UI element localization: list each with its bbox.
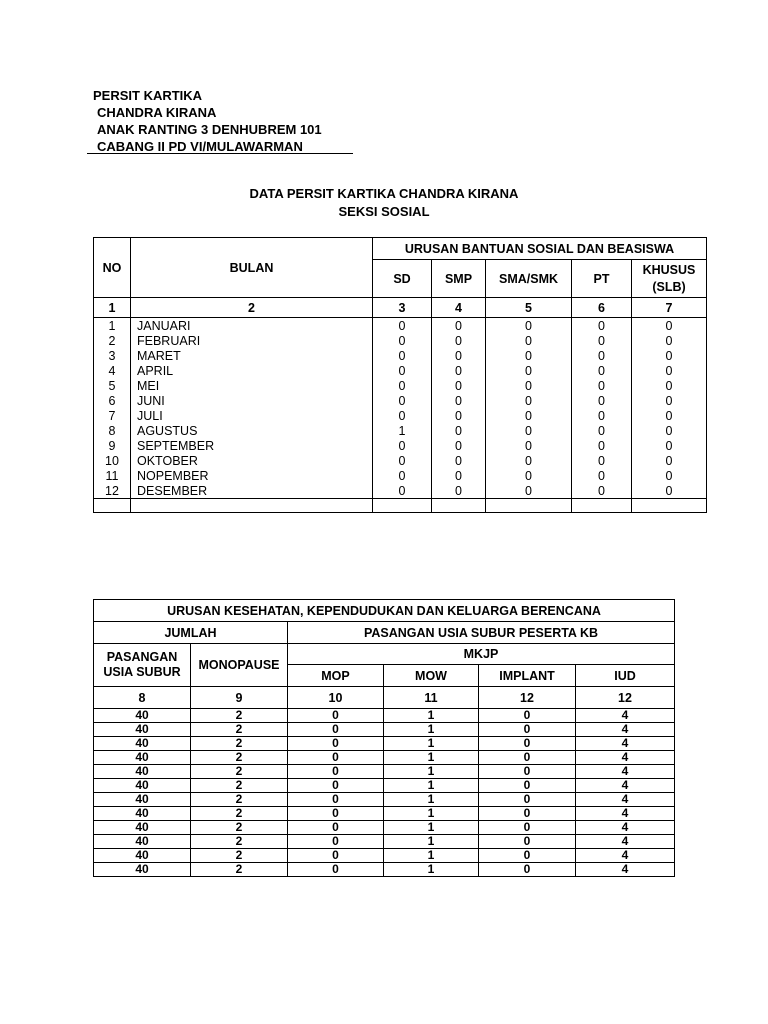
social-aid-table — [93, 237, 707, 513]
cell-smp: 0 — [432, 393, 486, 408]
cell-monopause: 2 — [191, 765, 288, 779]
index-cell: 10 — [288, 687, 384, 709]
cell-sma: 0 — [486, 363, 572, 378]
col-sd-header: SD — [373, 260, 432, 298]
cell-slb: 0 — [632, 393, 707, 408]
cell-pt: 0 — [572, 483, 632, 499]
cell-pus: 40 — [94, 849, 191, 863]
table-row — [94, 408, 707, 423]
table-row — [94, 807, 675, 821]
cell-iud: 4 — [576, 807, 675, 821]
cell-bulan: APRIL — [131, 363, 373, 378]
cell-pt: 0 — [572, 348, 632, 363]
cell-bulan: JANUARI — [131, 318, 373, 334]
cell-pt: 0 — [572, 333, 632, 348]
cell-iud: 4 — [576, 793, 675, 807]
cell-smp: 0 — [432, 363, 486, 378]
cell-implant: 0 — [479, 849, 576, 863]
table-row — [94, 483, 707, 499]
cell-no: 12 — [94, 483, 131, 499]
cell-implant: 0 — [479, 821, 576, 835]
cell-mop: 0 — [288, 807, 384, 821]
cell-sd: 0 — [373, 393, 432, 408]
cell-implant: 0 — [479, 779, 576, 793]
jumlah-header: JUMLAH — [94, 622, 288, 644]
cell-smp: 0 — [432, 468, 486, 483]
cell-sd: 0 — [373, 483, 432, 499]
cell-bulan: JULI — [131, 408, 373, 423]
cell-monopause: 2 — [191, 737, 288, 751]
blank-row — [94, 499, 707, 513]
col-sma-header: SMA/SMK — [486, 260, 572, 298]
table-row — [94, 849, 675, 863]
cell-slb: 0 — [632, 453, 707, 468]
cell-sma: 0 — [486, 423, 572, 438]
cell-monopause: 2 — [191, 835, 288, 849]
col-khusus-line2: (SLB) — [652, 279, 686, 294]
index-cell: 11 — [384, 687, 479, 709]
cell-iud: 4 — [576, 751, 675, 765]
index-cell: 12 — [576, 687, 675, 709]
cell-mop: 0 — [288, 737, 384, 751]
cell-smp: 0 — [432, 378, 486, 393]
cell-bulan: DESEMBER — [131, 483, 373, 499]
cell-pus: 40 — [94, 723, 191, 737]
table-row — [94, 453, 707, 468]
cell-smp: 0 — [432, 438, 486, 453]
table-row — [94, 821, 675, 835]
cell-iud: 4 — [576, 737, 675, 751]
cell-sd: 0 — [373, 363, 432, 378]
table-row — [94, 751, 675, 765]
cell-bulan: AGUSTUS — [131, 423, 373, 438]
cell-mow: 1 — [384, 807, 479, 821]
cell-mop: 0 — [288, 849, 384, 863]
index-cell: 5 — [486, 298, 572, 318]
index-cell: 12 — [479, 687, 576, 709]
cell-mop: 0 — [288, 723, 384, 737]
col-khusus-line1: KHUSUS — [642, 262, 696, 277]
cell-iud: 4 — [576, 863, 675, 877]
cell-monopause: 2 — [191, 793, 288, 807]
cell-pt: 0 — [572, 363, 632, 378]
doc-title: DATA PERSIT KARTIKA CHANDRA KIRANA — [249, 186, 519, 201]
cell-smp: 0 — [432, 453, 486, 468]
cell-sd: 0 — [373, 468, 432, 483]
org-line-2: CHANDRA KIRANA — [97, 105, 217, 120]
cell-smp: 0 — [432, 483, 486, 499]
cell-no: 11 — [94, 468, 131, 483]
cell-pus: 40 — [94, 863, 191, 877]
table-row — [94, 709, 675, 723]
cell-monopause: 2 — [191, 723, 288, 737]
cell-pus: 40 — [94, 835, 191, 849]
cell-pus: 40 — [94, 737, 191, 751]
cell-mop: 0 — [288, 779, 384, 793]
cell-bulan: OKTOBER — [131, 453, 373, 468]
cell-iud: 4 — [576, 849, 675, 863]
cell-pus: 40 — [94, 807, 191, 821]
cell-no: 5 — [94, 378, 131, 393]
cell-sma: 0 — [486, 378, 572, 393]
cell-slb: 0 — [632, 348, 707, 363]
cell-implant: 0 — [479, 863, 576, 877]
table-row — [94, 779, 675, 793]
cell-smp: 0 — [432, 423, 486, 438]
cell-pus: 40 — [94, 709, 191, 723]
index-cell: 6 — [572, 298, 632, 318]
index-cell: 7 — [632, 298, 707, 318]
cell-sd: 0 — [373, 318, 432, 334]
cell-mop: 0 — [288, 863, 384, 877]
cell-pt: 0 — [572, 423, 632, 438]
cell-mow: 1 — [384, 709, 479, 723]
col-pt-header: PT — [572, 260, 632, 298]
cell-pt: 0 — [572, 438, 632, 453]
cell-pus: 40 — [94, 779, 191, 793]
cell-sd: 0 — [373, 333, 432, 348]
cell-iud: 4 — [576, 821, 675, 835]
cell-monopause: 2 — [191, 709, 288, 723]
cell-smp: 0 — [432, 333, 486, 348]
org-line-4: CABANG II PD VI/MULAWARMAN — [97, 139, 303, 154]
cell-pus: 40 — [94, 751, 191, 765]
cell-bulan: FEBRUARI — [131, 333, 373, 348]
cell-mow: 1 — [384, 863, 479, 877]
header-underline — [87, 153, 353, 154]
cell-smp: 0 — [432, 348, 486, 363]
index-cell: 4 — [432, 298, 486, 318]
cell-slb: 0 — [632, 423, 707, 438]
cell-mop: 0 — [288, 709, 384, 723]
table-row — [94, 438, 707, 453]
cell-pt: 0 — [572, 378, 632, 393]
cell-mow: 1 — [384, 793, 479, 807]
cell-iud: 4 — [576, 709, 675, 723]
cell-mow: 1 — [384, 849, 479, 863]
col-smp-header: SMP — [432, 260, 486, 298]
cell-mow: 1 — [384, 765, 479, 779]
cell-mop: 0 — [288, 793, 384, 807]
index-cell: 1 — [94, 298, 131, 318]
table-row — [94, 737, 675, 751]
cell-slb: 0 — [632, 483, 707, 499]
table-row — [94, 318, 707, 334]
cell-bulan: MARET — [131, 348, 373, 363]
table-row — [94, 423, 707, 438]
cell-iud: 4 — [576, 835, 675, 849]
cell-implant: 0 — [479, 807, 576, 821]
cell-sma: 0 — [486, 438, 572, 453]
cell-monopause: 2 — [191, 849, 288, 863]
cell-sma: 0 — [486, 408, 572, 423]
cell-sd: 1 — [373, 423, 432, 438]
cell-bulan: NOPEMBER — [131, 468, 373, 483]
cell-monopause: 2 — [191, 821, 288, 835]
table-row — [94, 468, 707, 483]
cell-slb: 0 — [632, 333, 707, 348]
social-aid-rows — [94, 318, 707, 499]
cell-no: 10 — [94, 453, 131, 468]
health-group-header: URUSAN KESEHATAN, KEPENDUDUKAN DAN KELUARGA BERENCANA — [94, 600, 675, 622]
org-line-3: ANAK RANTING 3 DENHUBREM 101 — [97, 122, 322, 137]
col-mow-header: MOW — [384, 665, 479, 687]
cell-sd: 0 — [373, 453, 432, 468]
cell-pt: 0 — [572, 468, 632, 483]
cell-mop: 0 — [288, 821, 384, 835]
cell-smp: 0 — [432, 318, 486, 334]
cell-iud: 4 — [576, 779, 675, 793]
table-row — [94, 333, 707, 348]
cell-sma: 0 — [486, 453, 572, 468]
cell-iud: 4 — [576, 723, 675, 737]
pus-header — [94, 644, 191, 687]
index-cell: 8 — [94, 687, 191, 709]
cell-no: 6 — [94, 393, 131, 408]
col-implant-header: IMPLANT — [479, 665, 576, 687]
cell-iud: 4 — [576, 765, 675, 779]
cell-pus: 40 — [94, 765, 191, 779]
health-kb-table — [93, 599, 675, 877]
cell-no: 2 — [94, 333, 131, 348]
cell-bulan: MEI — [131, 378, 373, 393]
table-row — [94, 348, 707, 363]
cell-sd: 0 — [373, 438, 432, 453]
col-mop-header: MOP — [288, 665, 384, 687]
cell-sma: 0 — [486, 483, 572, 499]
cell-sma: 0 — [486, 333, 572, 348]
table-row — [94, 393, 707, 408]
org-line-1: PERSIT KARTIKA — [93, 88, 203, 103]
cell-no: 7 — [94, 408, 131, 423]
monopause-header: MONOPAUSE — [191, 644, 288, 687]
col-iud-header: IUD — [576, 665, 675, 687]
cell-implant: 0 — [479, 737, 576, 751]
pus-kb-header: PASANGAN USIA SUBUR PESERTA KB — [288, 622, 675, 644]
cell-no: 3 — [94, 348, 131, 363]
cell-no: 1 — [94, 318, 131, 334]
cell-implant: 0 — [479, 765, 576, 779]
col-no-header: NO — [94, 238, 131, 298]
cell-pt: 0 — [572, 318, 632, 334]
cell-no: 8 — [94, 423, 131, 438]
cell-sma: 0 — [486, 348, 572, 363]
cell-implant: 0 — [479, 709, 576, 723]
index-cell: 3 — [373, 298, 432, 318]
cell-pt: 0 — [572, 393, 632, 408]
col-khusus-header — [632, 260, 707, 298]
cell-implant: 0 — [479, 835, 576, 849]
cell-monopause: 2 — [191, 807, 288, 821]
org-header — [93, 87, 322, 155]
cell-sd: 0 — [373, 408, 432, 423]
doc-subtitle: SEKSI SOSIAL — [338, 204, 430, 219]
cell-mop: 0 — [288, 765, 384, 779]
index-cell: 9 — [191, 687, 288, 709]
cell-sma: 0 — [486, 318, 572, 334]
table-row — [94, 863, 675, 877]
cell-implant: 0 — [479, 723, 576, 737]
col-bulan-header: BULAN — [131, 238, 373, 298]
table-row — [94, 723, 675, 737]
cell-mow: 1 — [384, 835, 479, 849]
table-row — [94, 793, 675, 807]
cell-mop: 0 — [288, 751, 384, 765]
cell-smp: 0 — [432, 408, 486, 423]
cell-sma: 0 — [486, 393, 572, 408]
table-row — [94, 835, 675, 849]
cell-slb: 0 — [632, 408, 707, 423]
cell-mow: 1 — [384, 779, 479, 793]
cell-mow: 1 — [384, 723, 479, 737]
cell-slb: 0 — [632, 318, 707, 334]
cell-pus: 40 — [94, 793, 191, 807]
cell-no: 4 — [94, 363, 131, 378]
cell-implant: 0 — [479, 751, 576, 765]
index-row — [94, 687, 675, 709]
pus-line2: USIA SUBUR — [103, 665, 181, 679]
index-cell: 2 — [131, 298, 373, 318]
index-row — [94, 298, 707, 318]
mkjp-header: MKJP — [288, 644, 675, 665]
cell-slb: 0 — [632, 468, 707, 483]
cell-mow: 1 — [384, 821, 479, 835]
table-row — [94, 363, 707, 378]
cell-no: 9 — [94, 438, 131, 453]
cell-implant: 0 — [479, 793, 576, 807]
cell-sma: 0 — [486, 468, 572, 483]
pus-line1: PASANGAN — [106, 650, 178, 664]
cell-monopause: 2 — [191, 751, 288, 765]
cell-mow: 1 — [384, 751, 479, 765]
cell-slb: 0 — [632, 363, 707, 378]
cell-bulan: SEPTEMBER — [131, 438, 373, 453]
cell-sd: 0 — [373, 378, 432, 393]
cell-mop: 0 — [288, 835, 384, 849]
cell-pt: 0 — [572, 408, 632, 423]
table-row — [94, 765, 675, 779]
cell-bulan: JUNI — [131, 393, 373, 408]
social-aid-group-header: URUSAN BANTUAN SOSIAL DAN BEASISWA — [373, 238, 707, 260]
cell-slb: 0 — [632, 378, 707, 393]
cell-pus: 40 — [94, 821, 191, 835]
cell-sd: 0 — [373, 348, 432, 363]
health-kb-rows — [94, 709, 675, 877]
cell-slb: 0 — [632, 438, 707, 453]
cell-monopause: 2 — [191, 779, 288, 793]
cell-pt: 0 — [572, 453, 632, 468]
cell-monopause: 2 — [191, 863, 288, 877]
table-row — [94, 378, 707, 393]
cell-mow: 1 — [384, 737, 479, 751]
